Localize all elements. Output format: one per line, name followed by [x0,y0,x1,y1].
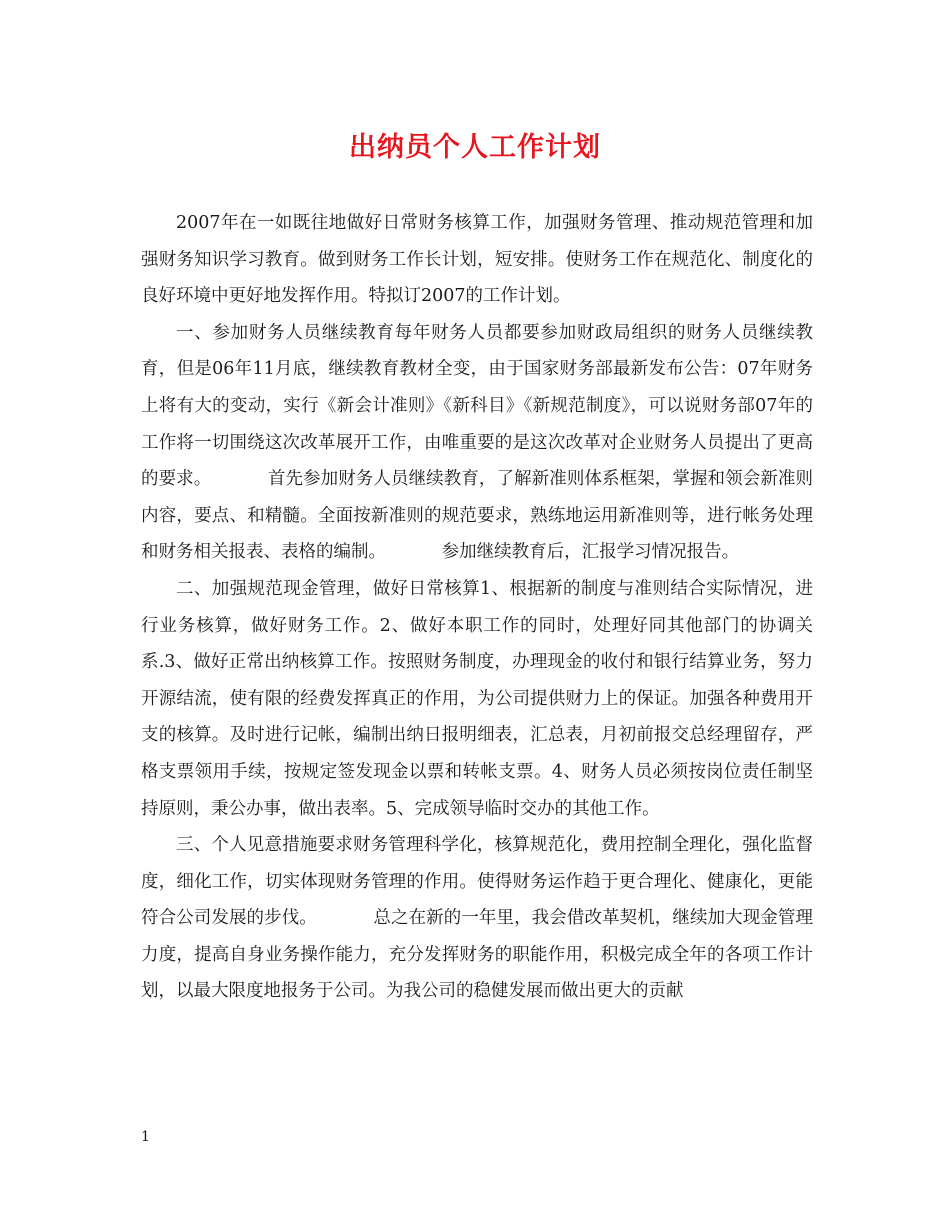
document-body [141,205,813,1010]
page-number: 1 [141,1129,150,1145]
paragraph-intro: 2007年在一如既往地做好日常财务核算工作，加强财务管理、推动规范管理和加强财务知识学习教育。做到财务工作长计划，短安排。使财务工作在规范化、制度化的良好环境中更好地发挥作用。特拟订2007的工作计划。 [141,213,813,307]
paragraph-section-1: 一、参加财务人员继续教育每年财务人员都要参加财政局组织的财务人员继续教育，但是06年11月底，继续教育教材全变，由于国家财务部最新发布公告：07年财务上将有大的变动，实行《新会计准则》《新科目》《新规范制度》，可以说财务部07年的工作将一切围绕这次改革展开工作，由唯重要的是这次改革对企业财务人员提出了更高的要求。 首先参加财务人员继续教育，了解新准则体系框架，掌握和领会新准则内容，要点、和精髓。全面按新准则的规范要求，熟练地运用新准则等，进行帐务处理和财务相关报表、表格的编制。 参加继续教育后，汇报学习情况报告。 [141,322,813,563]
paragraph-section-2: 二、加强规范现金管理，做好日常核算1、根据新的制度与准则结合实际情况，进行业务核算，做好财务工作。2、做好本职工作的同时，处理好同其他部门的协调关系.3、做好正常出纳核算工作。按照财务制度，办理现金的收付和银行结算业务，努力开源结流，使有限的经费发挥真正的作用，为公司提供财力上的保证。加强各种费用开支的核算。及时进行记帐，编制出纳日报明细表，汇总表，月初前报交总经理留存，严格支票领用手续，按规定签发现金以票和转帐支票。4、财务人员必须按岗位责任制坚持原则，秉公办事，做出表率。5、完成领导临时交办的其他工作。 [141,578,813,819]
document-title: 出纳员个人工作计划 [349,132,601,163]
paragraph-section-3: 三、个人见意措施要求财务管理科学化，核算规范化，费用控制全理化，强化监督度，细化工作，切实体现财务管理的作用。使得财务运作趋于更合理化、健康化，更能符合公司发展的步伐。 总之在新的一年里，我会借改革契机，继续加大现金管理力度，提高自身业务操作能力，充分发挥财务的职能作用，积极完成全年的各项工作计划，以最大限度地报务于公司。为我公司的稳健发展而做出更大的贡献 [141,835,813,1002]
